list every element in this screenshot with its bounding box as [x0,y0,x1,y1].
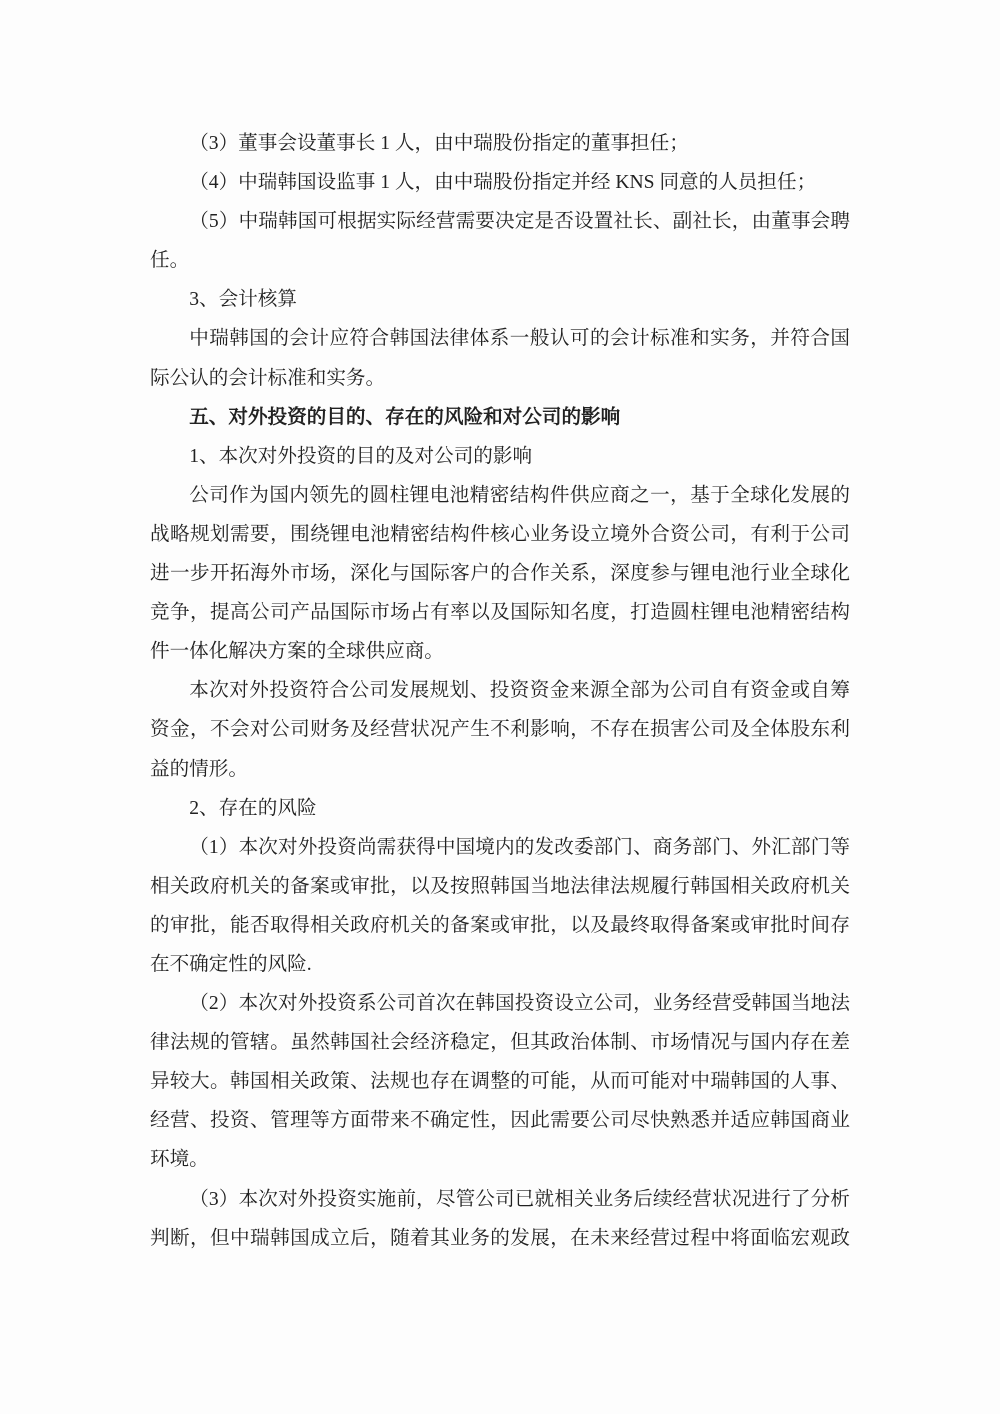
document-text-block [150,124,850,1258]
paragraph-line: 际公认的会计标准和实务。 [150,367,386,389]
subsection-heading-risks [150,789,850,828]
paragraph-line: 资金，不会对公司财务及经营状况产生不利影响，不存在损害公司及全体股东利 [150,719,850,741]
paragraph-line: 本次对外投资符合公司发展规划、投资资金来源全部为公司自有资金或自筹 [189,680,850,702]
risk-item-3 [150,1180,850,1258]
paragraph-line: （3）本次对外投资实施前，尽管公司已就相关业务后续经营状况进行了分析 [189,1188,850,1210]
paragraph-line: 件一体化解决方案的全球供应商。 [150,641,444,663]
paragraph-purpose-body-1 [150,476,850,671]
paragraph-line: 在不确定性的风险. [150,953,312,975]
risk-item-2 [150,984,850,1179]
paragraph-line: 中瑞韩国的会计应符合韩国法律体系一般认可的会计标准和实务，并符合国 [189,328,850,350]
paragraph-accounting-body [150,319,850,397]
subheading-line: 2、存在的风险 [189,797,317,819]
section-heading-line: 五、对外投资的目的、存在的风险和对公司的影响 [189,406,621,428]
subheading-line: 3、会计核算 [189,289,297,311]
paragraph-line: 益的情形。 [150,758,248,780]
paragraph-line: 经营、投资、管理等方面带来不确定性，因此需要公司尽快熟悉并适应韩国商业 [150,1110,850,1132]
subheading-line: 1、本次对外投资的目的及对公司的影响 [189,445,533,467]
section-heading-5 [150,398,850,437]
paragraph-line: 相关政府机关的备案或审批，以及按照韩国当地法律法规履行韩国相关政府机关 [150,875,850,897]
paragraph-line: 异较大。韩国相关政策、法规也存在调整的可能，从而可能对中瑞韩国的人事、 [150,1071,850,1093]
subsection-heading-accounting [150,280,850,319]
paragraph-line: 进一步开拓海外市场，深化与国际客户的合作关系，深度参与锂电池行业全球化 [150,563,850,585]
paragraph-line: （1）本次对外投资尚需获得中国境内的发改委部门、商务部门、外汇部门等 [189,836,850,858]
paragraph-line: 环境。 [150,1149,209,1171]
list-item-3 [150,124,850,163]
paragraph-line: 公司作为国内领先的圆柱锂电池精密结构件供应商之一，基于全球化发展的 [189,484,850,506]
paragraph-line: （5）中瑞韩国可根据实际经营需要决定是否设置社长、副社长，由董事会聘 [189,211,850,233]
paragraph-line: 战略规划需要，围绕锂电池精密结构件核心业务设立境外合资公司，有利于公司 [150,523,850,545]
risk-item-1 [150,828,850,984]
paragraph-line: （3）董事会设董事长 1 人，由中瑞股份指定的董事担任； [189,133,689,154]
paragraph-line: （4）中瑞韩国设监事 1 人，由中瑞股份指定并经 KNS 同意的人员担任； [189,172,817,194]
paragraph-line: 判断，但中瑞韩国成立后，随着其业务的发展，在未来经营过程中将面临宏观政 [150,1227,850,1249]
paragraph-line: 的审批，能否取得相关政府机关的备案或审批，以及最终取得备案或审批时间存 [150,914,850,936]
paragraph-line: （2）本次对外投资系公司首次在韩国投资设立公司，业务经营受韩国当地法 [189,993,850,1015]
list-item-4 [150,163,850,202]
paragraph-line: 竞争，提高公司产品国际市场占有率以及国际知名度，打造圆柱锂电池精密结构 [150,602,850,624]
paragraph-purpose-body-2 [150,671,850,788]
subsection-heading-purpose [150,437,850,476]
paragraph-line: 任。 [150,250,190,272]
paragraph-line: 律法规的管辖。虽然韩国社会经济稳定，但其政治体制、市场情况与国内存在差 [150,1032,850,1054]
list-item-5 [150,202,850,280]
